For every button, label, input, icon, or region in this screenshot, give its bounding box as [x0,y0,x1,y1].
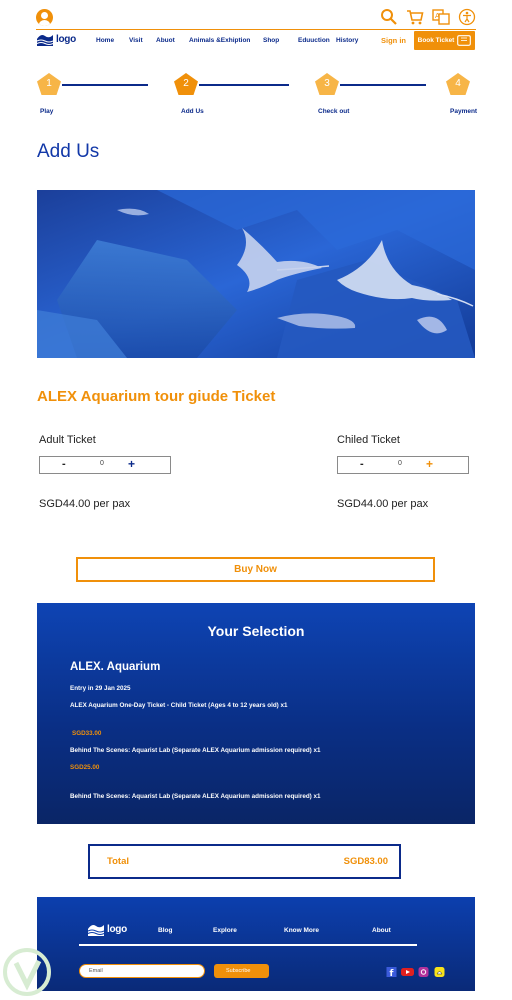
adult-decrement-button[interactable]: - [62,458,66,470]
child-ticket-label: Chiled Ticket [337,434,400,446]
footer-divider [79,944,417,946]
selection-panel [37,603,475,824]
step-1-badge[interactable] [36,72,62,96]
accessibility-icon[interactable] [458,8,476,26]
step-2-badge[interactable] [173,72,199,96]
book-ticket-button[interactable] [414,31,475,50]
footer-logo-text: logo [107,924,127,935]
youtube-icon[interactable] [401,967,414,977]
subscribe-button[interactable]: Subscribe [214,964,269,978]
step-label-checkout: Check out [318,108,350,115]
child-increment-button[interactable]: + [426,457,434,471]
footer-link-explore[interactable]: Explore [213,927,237,934]
adult-quantity-value[interactable]: 0 [100,460,104,467]
child-quantity-value[interactable]: 0 [398,460,402,467]
ticket-icon [457,35,471,46]
total-box [88,844,401,879]
cart-icon[interactable] [406,8,424,26]
nav-education[interactable]: Eduuction [298,37,330,44]
svg-text:f: f [389,969,394,977]
child-quantity-stepper [337,456,469,474]
top-icons [380,8,476,26]
logo-text: logo [56,34,76,45]
child-decrement-button[interactable]: - [360,458,364,470]
step-4-badge[interactable] [445,72,471,96]
step-number: 1 [46,78,52,89]
step-number: 3 [324,78,330,89]
logo[interactable] [36,33,76,46]
selection-item: ALEX Aquarium One-Day Ticket - Child Ticket (Ages 4 to 12 years old) x1 [70,702,288,709]
selection-entry-date: Entry in 29 Jan 2025 [70,685,131,692]
step-connector [199,84,289,86]
wave-logo-icon [87,923,105,936]
nav-shop[interactable]: Shop [263,37,280,44]
instagram-icon[interactable] [417,967,430,977]
footer-link-know-more[interactable]: Know More [284,927,320,934]
selection-title: Your Selection [207,623,305,639]
page-title: Add Us [37,141,100,162]
book-ticket-label: Book Ticket [417,37,455,44]
total-value: SGD83.00 [343,856,388,867]
sign-in-link[interactable]: Sign in [381,36,406,45]
product-title: ALEX Aquarium tour giude Ticket [37,388,276,405]
checkout-steps [36,72,476,118]
footer [37,897,475,991]
search-icon[interactable] [380,8,398,26]
social-links [385,967,446,977]
selection-item-price: SGD33.00 [72,730,102,737]
nav-history[interactable]: History [336,37,359,44]
selection-item: Behind The Scenes: Aquarist Lab (Separate ALEX Aquarium admission required) x1 [70,747,321,754]
step-label-play: Play [40,108,54,115]
wave-logo-icon [36,33,54,46]
adult-ticket-price: SGD44.00 per pax [39,498,131,510]
svg-text:A: A [435,12,440,20]
nav-home[interactable]: Home [96,37,115,44]
top-utility-bar [36,8,476,30]
footer-logo[interactable] [87,923,127,936]
buy-now-button[interactable]: Buy Now [76,557,435,582]
step-label-add-us: Add Us [181,108,204,115]
nav-visit[interactable]: Visit [129,37,143,44]
footer-link-about[interactable]: About [372,927,391,934]
step-number: 4 [455,78,461,89]
step-number: 2 [183,78,189,89]
selection-item-price: SGD25.00 [70,764,100,771]
nav-about[interactable]: Abuot [156,37,175,44]
step-connector [340,84,426,86]
snapchat-icon[interactable] [433,967,446,977]
step-3-badge[interactable] [314,72,340,96]
step-connector [62,84,148,86]
translate-icon[interactable] [432,8,450,26]
footer-email-field[interactable]: Email [79,964,205,978]
footer-link-blog[interactable]: Blog [158,927,173,934]
adult-quantity-stepper [39,456,171,474]
total-label: Total [107,856,129,867]
main-nav [36,31,476,51]
adult-increment-button[interactable]: + [128,457,136,471]
facebook-icon[interactable] [385,967,398,977]
child-ticket-price: SGD44.00 per pax [337,498,429,510]
selection-item: Behind The Scenes: Aquarist Lab (Separate ALEX Aquarium admission required) x1 [70,793,321,800]
watermark-logo-icon [2,947,52,997]
user-icon[interactable] [36,9,53,26]
nav-animals[interactable]: Animals &Exhiption [189,37,251,44]
hero-image [37,190,475,358]
step-label-payment: Payment [450,108,478,115]
selection-venue: ALEX. Aquarium [70,661,161,673]
adult-ticket-label: Adult Ticket [39,434,96,446]
